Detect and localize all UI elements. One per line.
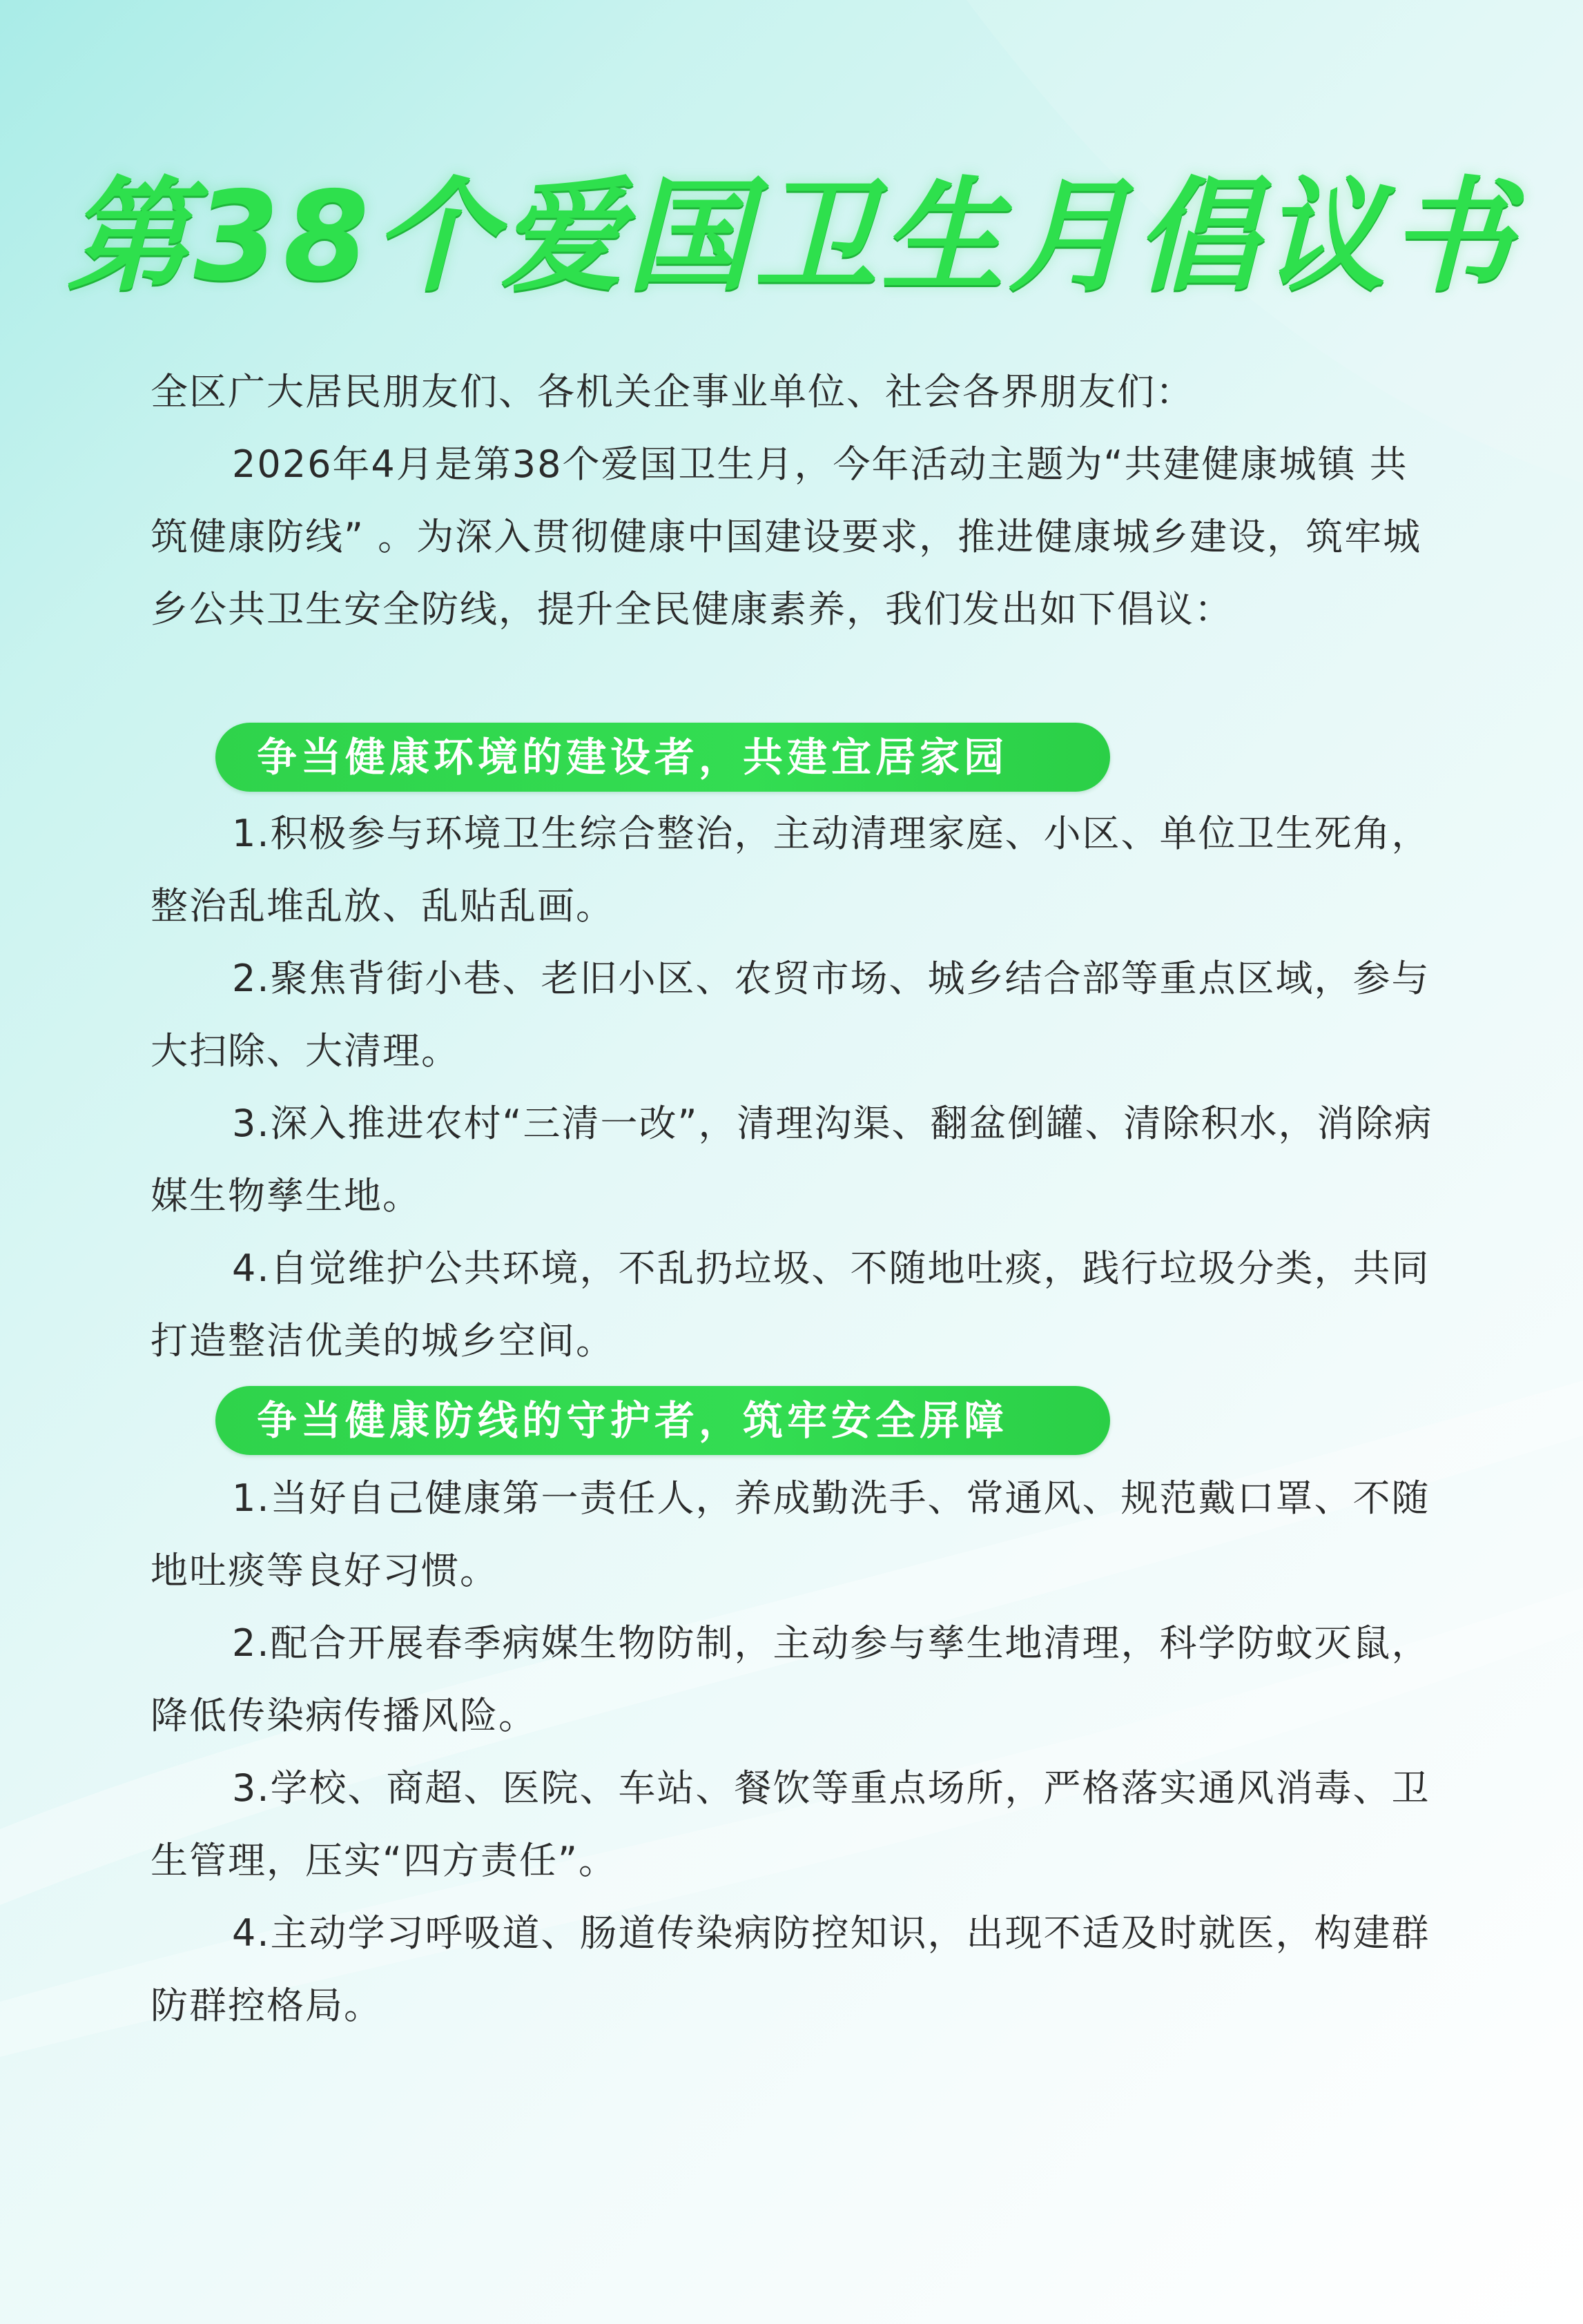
list-item: 4.自觉维护公共环境，不乱扔垃圾、不随地吐痰，践行垃圾分类，共同打造整洁优美的城乡空间。 <box>150 1247 1430 1363</box>
list-item: 1.当好自己健康第一责任人，养成勤洗手、常通风、规范戴口罩、不随地吐痰等良好习惯。 <box>150 1476 1430 1592</box>
section-heading-environment: 争当健康环境的建设者，共建宜居家园 <box>215 723 1110 792</box>
list-item: 1.积极参与环境卫生综合整治，主动清理家庭、小区、单位卫生死角，整治乱堆乱放、乱贴乱画。 <box>150 812 1430 928</box>
greeting-text: 全区广大居民朋友们、各机关企事业单位、社会各界朋友们： <box>150 370 1194 413</box>
list-item: 4.主动学习呼吸道、肠道传染病防控知识，出现不适及时就医，构建群防群控格局。 <box>150 1911 1430 2027</box>
section-defense-items <box>150 1462 1435 2042</box>
page-title: 第38个爱国卫生月倡议书 <box>66 165 1517 308</box>
intro-paragraph: 2026年4月是第38个爱国卫生月，今年活动主题为“共建健康城镇 共筑健康防线” 。为深入贯彻健康中国建设要求，推进健康城乡建设，筑牢城乡公共卫生安全防线，提升全民健康素养，我们发出如下倡议： <box>150 442 1422 631</box>
list-item: 2.聚焦背街小巷、老旧小区、农贸市场、城乡结合部等重点区域，参与大扫除、大清理。 <box>150 957 1430 1073</box>
list-item: 3.学校、商超、医院、车站、餐饮等重点场所，严格落实通风消毒、卫生管理，压实“四方责任”。 <box>150 1766 1430 1882</box>
section-heading-defense: 争当健康防线的守护者，筑牢安全屏障 <box>215 1386 1110 1455</box>
list-item: 2.配合开展春季病媒生物防制，主动参与孳生地清理，科学防蚊灭鼠，降低传染病传播风险。 <box>150 1621 1430 1737</box>
section-environment-items <box>150 797 1435 1377</box>
intro-block <box>150 355 1435 645</box>
list-item: 3.深入推进农村“三清一改”，清理沟渠、翻盆倒罐、清除积水，消除病媒生物孳生地。 <box>150 1102 1433 1218</box>
